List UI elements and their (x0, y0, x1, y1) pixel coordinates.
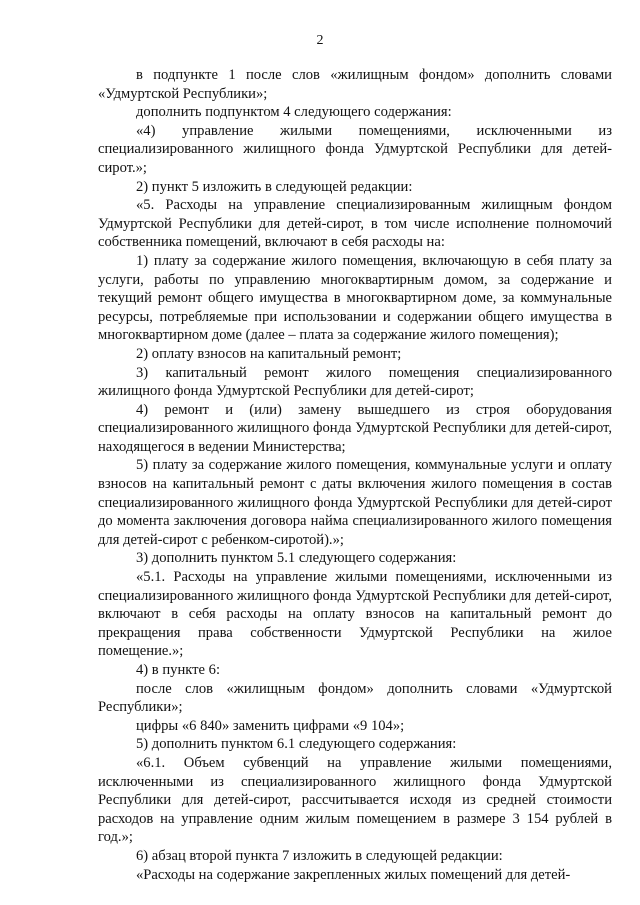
paragraph-7: 2) оплату взносов на капитальный ремонт; (136, 345, 402, 362)
paragraph-13: 4) в пункте 6: (136, 662, 221, 678)
paragraph-5: «5. Расходы на управление специализированным жилищным фондом Удмуртской Республики для детей-сирот, в том числе исполнение полномочий собственника помещений, включают в себя расходы на: (98, 197, 612, 251)
paragraph-1: в подпункте 1 после слов «жилищным фондом» дополнить словами «Удмуртской Республики»; (98, 67, 612, 102)
page-number: 2 (316, 33, 324, 48)
paragraph-12: «5.1. Расходы на управление жилыми помещениями, исключенными из специализированного жилищного фонда Удмуртской Республики для детей-сирот, включают в себя расходы на оплату взносов на капитальный ремонт до прекращения права собственности Удмуртской Республики на жилое помещение.»; (98, 569, 612, 660)
paragraph-19: «Расходы на содержание закрепленных жилых помещений для детей- (136, 866, 571, 883)
paragraph-16: 5) дополнить пунктом 6.1 следующего содержания: (136, 736, 457, 753)
paragraph-18: 6) абзац второй пункта 7 изложить в следующей редакции: (136, 847, 503, 864)
paragraph-8: 3) капитальный ремонт жилого помещения специализированного жилищного фонда Удмуртской Республики для детей-сирот; (98, 364, 612, 400)
paragraph-4: 2) пункт 5 изложить в следующей редакции: (136, 178, 413, 195)
document-body (98, 66, 612, 884)
paragraph-3: «4) управление жилыми помещениями, исключенными из специализированного жилищного фонда Удмуртской Республики для детей-сирот.»; (98, 122, 612, 176)
paragraph-2: дополнить подпунктом 4 следующего содержания: (136, 104, 452, 121)
paragraph-17: «6.1. Объем субвенций на управление жилыми помещениями, исключенными из специализированного жилищного фонда Удмуртской Республики для детей-сирот, рассчитывается исходя из средней стоимости расходов на управление одним жилым помещением в размере 3 154 рублей в год.»; (98, 754, 612, 846)
paragraph-6: 1) плату за содержание жилого помещения, включающую в себя плату за услуги, работы по управлению многоквартирным домом, за содержание и текущий ремонт общего имущества в многоквартирном доме, за коммунальные ресурсы, потребляемые при использовании и содержании общего имущества в многоквартирном доме (далее – плата за содержание жилого помещения); (98, 252, 612, 344)
paragraph-9: 4) ремонт и (или) замену вышедшего из строя оборудования специализированного жилищного фонда Удмуртской Республики для детей-сирот, находящегося в ведении Министерства; (98, 401, 612, 455)
paragraph-15: цифры «6 840» заменить цифрами «9 104»; (136, 717, 405, 734)
paragraph-14: после слов «жилищным фондом» дополнить словами «Удмуртской Республики»; (98, 680, 612, 716)
paragraph-11: 3) дополнить пунктом 5.1 следующего содержания: (136, 550, 457, 567)
paragraph-10: 5) плату за содержание жилого помещения, коммунальные услуги и оплату взносов на капитальный ремонт с даты включения жилого помещения в состав специализированного жилищного фонда Удмуртской Республики для детей-сирот до момента заключения договора найма специализированного жилого помещения для детей-сирот с ребенком-сиротой).»; (98, 457, 612, 548)
